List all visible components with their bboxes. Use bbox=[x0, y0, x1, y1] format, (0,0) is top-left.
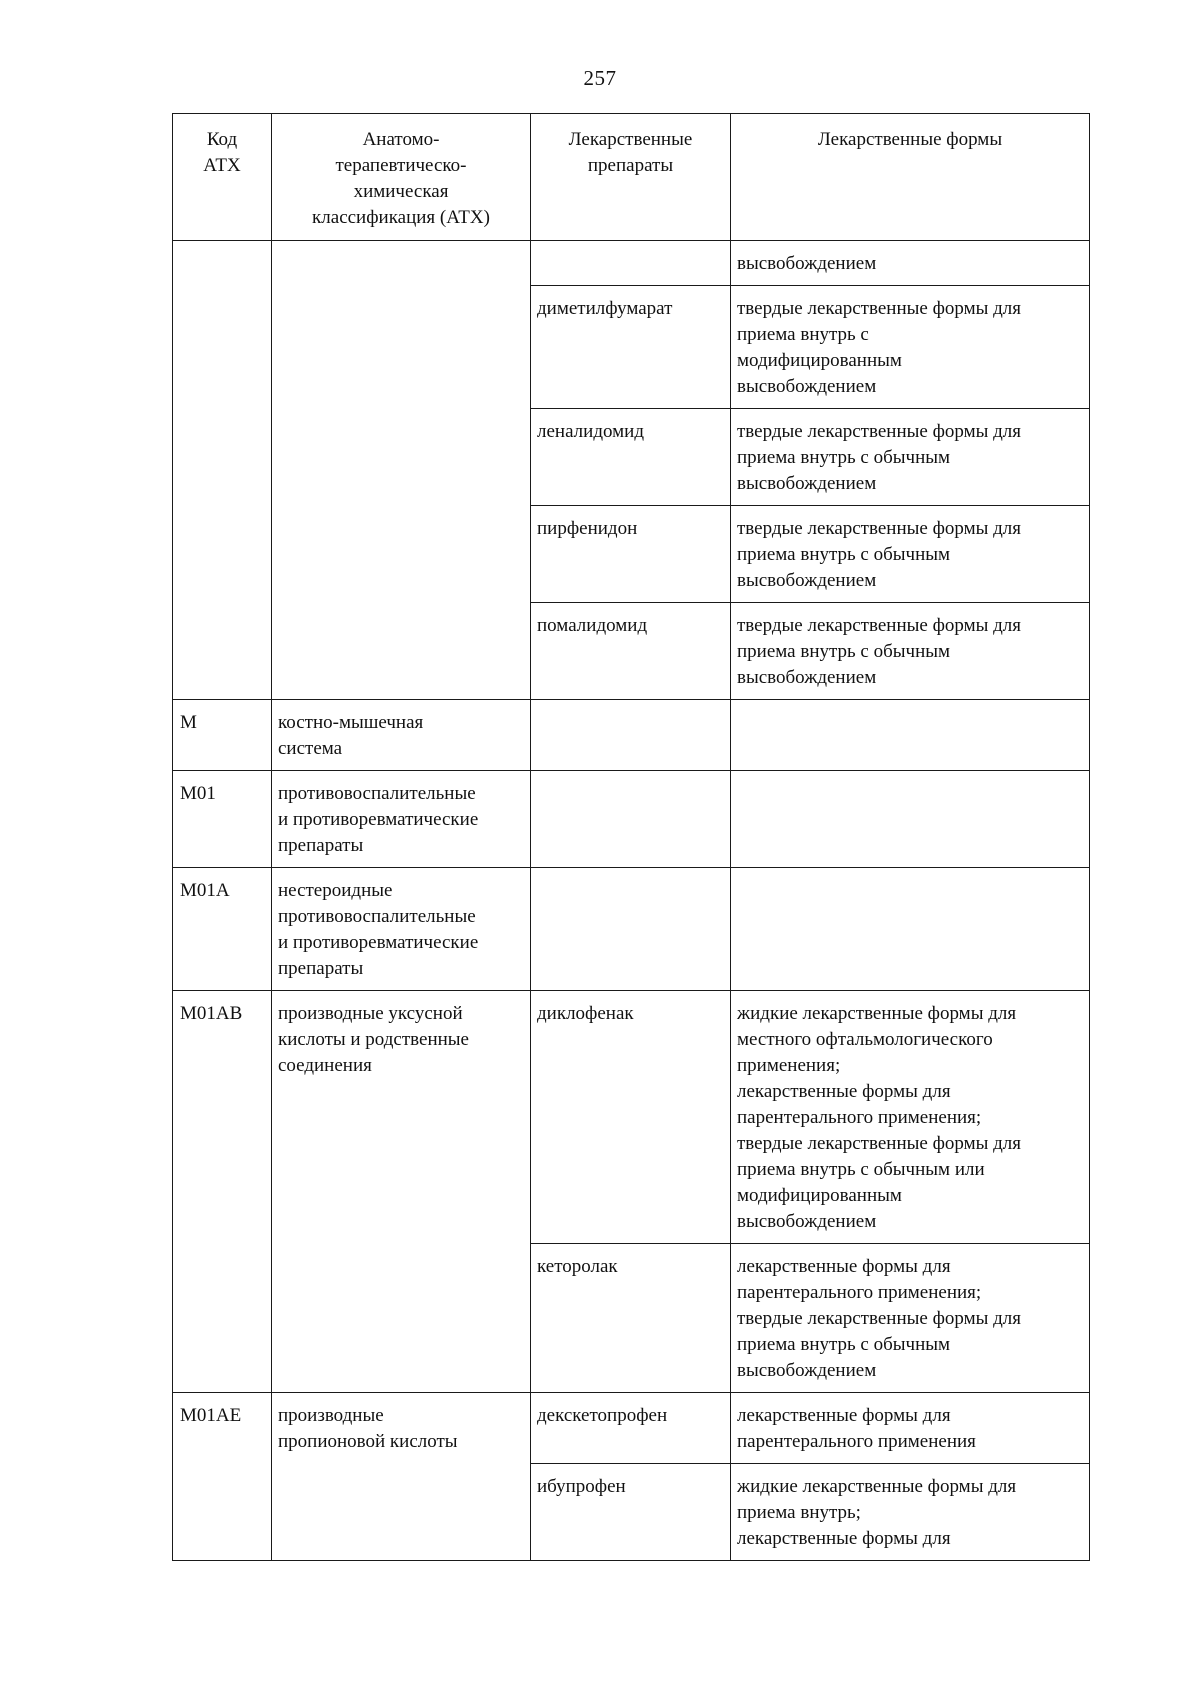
dosage-forms-cell: твердые лекарственные формы для приема внутрь с обычным высвобождением bbox=[731, 603, 1090, 700]
drug-name-cell: декскетопрофен bbox=[531, 1393, 731, 1464]
table-row bbox=[173, 868, 1090, 991]
drug-name-cell: кеторолак bbox=[531, 1244, 731, 1393]
atx-classification-cell: производные уксусной кислоты и родственные соединения bbox=[272, 991, 531, 1393]
atx-code-cell: M01AE bbox=[173, 1393, 272, 1561]
drug-name-cell bbox=[531, 700, 731, 771]
table-row bbox=[173, 1393, 1090, 1464]
atx-classification-cell: нестероидные противовоспалительные и противоревматические препараты bbox=[272, 868, 531, 991]
dosage-forms-cell bbox=[731, 868, 1090, 991]
dosage-forms-cell bbox=[731, 771, 1090, 868]
atx-code-cell: M01 bbox=[173, 771, 272, 868]
table-header-row bbox=[173, 114, 1090, 241]
header-atx-code: Код АТХ bbox=[173, 114, 272, 241]
dosage-forms-cell: твердые лекарственные формы для приема внутрь с обычным высвобождением bbox=[731, 409, 1090, 506]
dosage-forms-cell: лекарственные формы для парентерального применения bbox=[731, 1393, 1090, 1464]
header-drugs: Лекарственные препараты bbox=[531, 114, 731, 241]
atx-classification-table bbox=[172, 113, 1090, 1561]
drug-name-cell bbox=[531, 868, 731, 991]
atx-classification-cell: производные пропионовой кислоты bbox=[272, 1393, 531, 1561]
drug-name-cell: помалидомид bbox=[531, 603, 731, 700]
atx-code-cell: M01AB bbox=[173, 991, 272, 1393]
table-row bbox=[173, 991, 1090, 1244]
table-body bbox=[173, 241, 1090, 1561]
page-number: 257 bbox=[583, 66, 617, 90]
drug-name-cell: пирфенидон bbox=[531, 506, 731, 603]
drug-name-cell: ибупрофен bbox=[531, 1464, 731, 1561]
table-row bbox=[173, 241, 1090, 286]
drug-name-cell: диклофенак bbox=[531, 991, 731, 1244]
table-row bbox=[173, 771, 1090, 868]
table-row bbox=[173, 700, 1090, 771]
atx-classification-cell bbox=[272, 241, 531, 700]
drug-name-cell bbox=[531, 241, 731, 286]
dosage-forms-cell: твердые лекарственные формы для приема внутрь с модифицированным высвобождением bbox=[731, 286, 1090, 409]
dosage-forms-cell: высвобождением bbox=[731, 241, 1090, 286]
atx-classification-cell: противовоспалительные и противоревматические препараты bbox=[272, 771, 531, 868]
dosage-forms-cell: лекарственные формы для парентерального применения; твердые лекарственные формы для приема внутрь с обычным высвобождением bbox=[731, 1244, 1090, 1393]
atx-classification-cell: костно-мышечная система bbox=[272, 700, 531, 771]
atx-code-cell bbox=[173, 241, 272, 700]
atx-code-cell: M01A bbox=[173, 868, 272, 991]
dosage-forms-cell: твердые лекарственные формы для приема внутрь с обычным высвобождением bbox=[731, 506, 1090, 603]
drug-name-cell bbox=[531, 771, 731, 868]
dosage-forms-cell: жидкие лекарственные формы для приема внутрь; лекарственные формы для bbox=[731, 1464, 1090, 1561]
atx-code-cell: M bbox=[173, 700, 272, 771]
dosage-forms-cell: жидкие лекарственные формы для местного офтальмологического применения; лекарственные формы для парентерального применения; твердые лекарственные формы для приема внутрь с обычным или модифицированным высвобождением bbox=[731, 991, 1090, 1244]
header-dosage-forms: Лекарственные формы bbox=[731, 114, 1090, 241]
drug-name-cell: диметилфумарат bbox=[531, 286, 731, 409]
header-atx-classification: Анатомо- терапевтическо- химическая классификация (АТХ) bbox=[272, 114, 531, 241]
dosage-forms-cell bbox=[731, 700, 1090, 771]
drug-name-cell: леналидомид bbox=[531, 409, 731, 506]
